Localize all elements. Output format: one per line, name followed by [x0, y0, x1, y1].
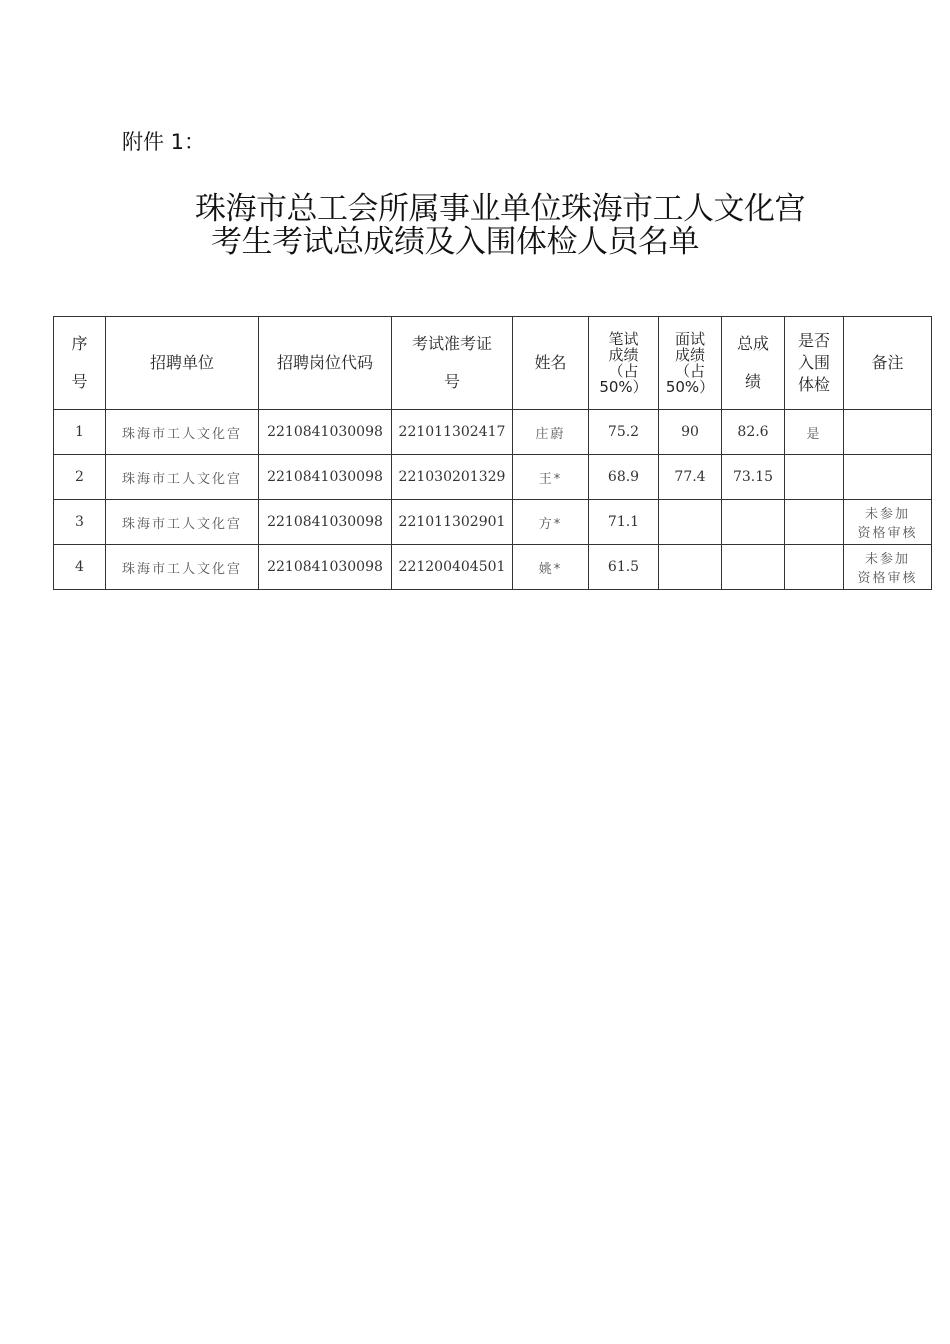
cell-interview-score: 90	[659, 410, 722, 455]
cell-exam-no: 221030201329	[392, 455, 513, 500]
cell-unit: 珠海市工人文化宫	[106, 500, 259, 545]
cell-total-score	[722, 500, 785, 545]
table-row	[54, 545, 932, 590]
cell-unit: 珠海市工人文化宫	[106, 455, 259, 500]
cell-unit: 珠海市工人文化宫	[106, 545, 259, 590]
cell-total-score: 82.6	[722, 410, 785, 455]
cell-name: 庄蔚	[513, 410, 589, 455]
cell-total-score: 73.15	[722, 455, 785, 500]
results-table	[53, 316, 932, 590]
cell-name: 王*	[513, 455, 589, 500]
cell-name: 姚*	[513, 545, 589, 590]
cell-total-score	[722, 545, 785, 590]
header-exam-no: 考试准考证 号	[392, 317, 513, 410]
cell-shortlisted	[785, 455, 844, 500]
cell-note	[844, 455, 932, 500]
cell-shortlisted	[785, 500, 844, 545]
header-seq: 序 号	[54, 317, 106, 410]
cell-note: 未参加 资格审核	[844, 500, 932, 545]
cell-interview-score: 77.4	[659, 455, 722, 500]
cell-shortlisted: 是	[785, 410, 844, 455]
cell-seq: 4	[54, 545, 106, 590]
cell-exam-no: 221200404501	[392, 545, 513, 590]
cell-position-code: 2210841030098	[259, 545, 392, 590]
cell-interview-score	[659, 500, 722, 545]
cell-interview-score	[659, 545, 722, 590]
cell-note	[844, 410, 932, 455]
cell-note: 未参加 资格审核	[844, 545, 932, 590]
cell-position-code: 2210841030098	[259, 455, 392, 500]
cell-position-code: 2210841030098	[259, 500, 392, 545]
table-row	[54, 455, 932, 500]
cell-written-score: 71.1	[589, 500, 659, 545]
cell-written-score: 61.5	[589, 545, 659, 590]
document-title-line-2: 考生考试总成绩及入围体检人员名单	[211, 224, 699, 260]
header-position-code: 招聘岗位代码	[259, 317, 392, 410]
table-row	[54, 410, 932, 455]
cell-written-score: 75.2	[589, 410, 659, 455]
cell-unit: 珠海市工人文化宫	[106, 410, 259, 455]
header-interview-score: 面试 成绩 （占 50%）	[659, 317, 722, 410]
cell-seq: 1	[54, 410, 106, 455]
cell-shortlisted	[785, 545, 844, 590]
cell-exam-no: 221011302417	[392, 410, 513, 455]
cell-name: 方*	[513, 500, 589, 545]
header-note: 备注	[844, 317, 932, 410]
cell-exam-no: 221011302901	[392, 500, 513, 545]
attachment-label: 附件 1：	[122, 130, 206, 154]
cell-position-code: 2210841030098	[259, 410, 392, 455]
header-total-score: 总成 绩	[722, 317, 785, 410]
cell-seq: 2	[54, 455, 106, 500]
document-title-line-1: 珠海市总工会所属事业单位珠海市工人文化宫	[195, 191, 805, 227]
header-unit: 招聘单位	[106, 317, 259, 410]
table-header-row	[54, 317, 932, 410]
cell-seq: 3	[54, 500, 106, 545]
header-name: 姓名	[513, 317, 589, 410]
header-written-score: 笔试 成绩 （占 50%）	[589, 317, 659, 410]
table-row	[54, 500, 932, 545]
cell-written-score: 68.9	[589, 455, 659, 500]
header-shortlisted: 是否 入围 体检	[785, 317, 844, 410]
